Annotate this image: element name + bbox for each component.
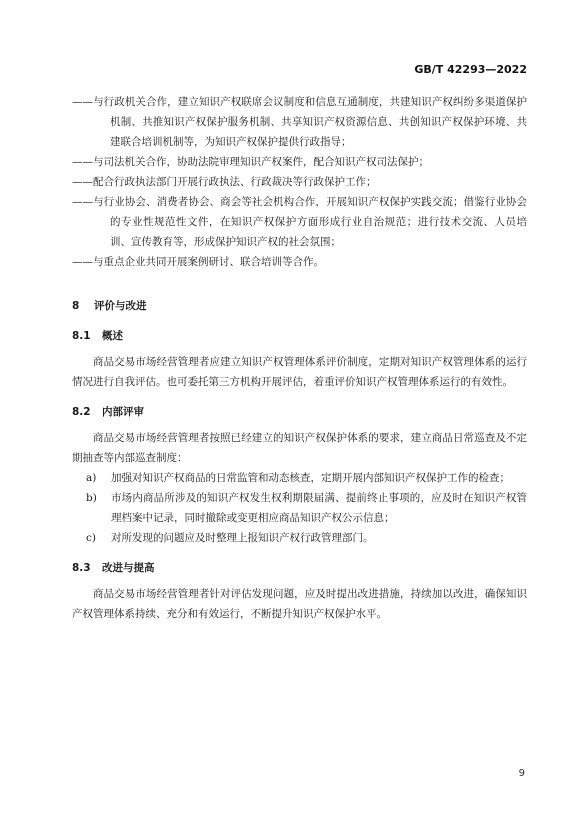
section-title: 改进与提高 (102, 562, 155, 574)
dash-list-item: ——与行政机关合作，建立知识产权联席会议制度和信息互通制度，共建知识产权纠纷多渠道保护机制、共推知识产权保护服务机制、共享知识产权资源信息、共创知识产权保护环境、共建联合培训机制等，为知识产权保护提供行政指导； (72, 96, 527, 148)
list-marker: c) (86, 532, 96, 544)
dash-list-item: ——与司法机关合作，协助法院审理知识产权案件，配合知识产权司法保护； (72, 156, 429, 168)
section-8-3-text: 商品交易市场经营管理者针对评估发现问题，应及时提出改进措施，持续加以改进，确保知识产权管理体系持续、充分和有效运行，不断提升知识产权保护水平。 (72, 588, 527, 620)
dash-list-item: ——与重点企业共同开展案例研讨、联合培训等合作。 (72, 256, 324, 268)
section-title: 内部评审 (102, 406, 144, 418)
standard-code-header: GB/T 42293—2022 (414, 63, 527, 76)
document-body (72, 92, 527, 624)
section-number: 8 (72, 300, 80, 312)
list-item-text: 加强对知识产权商品的日常监管和动态核查，定期开展内部知识产权保护工作的检查； (111, 472, 510, 484)
section-number: 8.1 (72, 330, 91, 342)
list-item-b (72, 488, 527, 528)
list-item-c (72, 528, 527, 548)
list-item-a (72, 468, 527, 488)
dash-list-item: ——配合行政执法部门开展行政执法、行政裁决等行政保护工作； (72, 176, 377, 188)
section-8-2-text: 商品交易市场经营管理者按照已经建立的知识产权保护体系的要求，建立商品日常巡查及不定期抽查等内部巡查制度： (72, 432, 527, 464)
dash-list-item: ——与行业协会、消费者协会、商会等社会机构合作，开展知识产权保护实践交流；借鉴行业协会的专业性规范性文件，在知识产权保护方面形成行业自治规范；进行技术交流、人员培训、宣传教育等，形成保护知识产权的社会氛围； (72, 196, 527, 248)
section-8-3-heading (72, 558, 527, 578)
page-number: 9 (518, 768, 525, 779)
section-8-1-text: 商品交易市场经营管理者应建立知识产权管理体系评价制度，定期对知识产权管理体系的运行情况进行自我评估。也可委托第三方机构开展评估，着重评价知识产权管理体系运行的有效性。 (72, 356, 527, 388)
list-marker: b) (86, 492, 97, 504)
section-8-1-heading (72, 326, 527, 346)
section-number: 8.3 (72, 562, 91, 574)
list-marker: a) (86, 472, 97, 484)
list-item-text: 市场内商品所涉及的知识产权发生权利期限届满、提前终止事项的，应及时在知识产权管理档案中记录，同时撤除或变更相应商品知识产权公示信息； (111, 492, 527, 524)
section-title: 评价与改进 (94, 300, 147, 312)
section-8-heading (72, 296, 527, 316)
list-item-text: 对所发现的问题应及时整理上报知识产权行政管理部门。 (111, 532, 374, 544)
section-8-2-heading (72, 402, 527, 422)
section-title: 概述 (102, 330, 123, 342)
section-number: 8.2 (72, 406, 91, 418)
